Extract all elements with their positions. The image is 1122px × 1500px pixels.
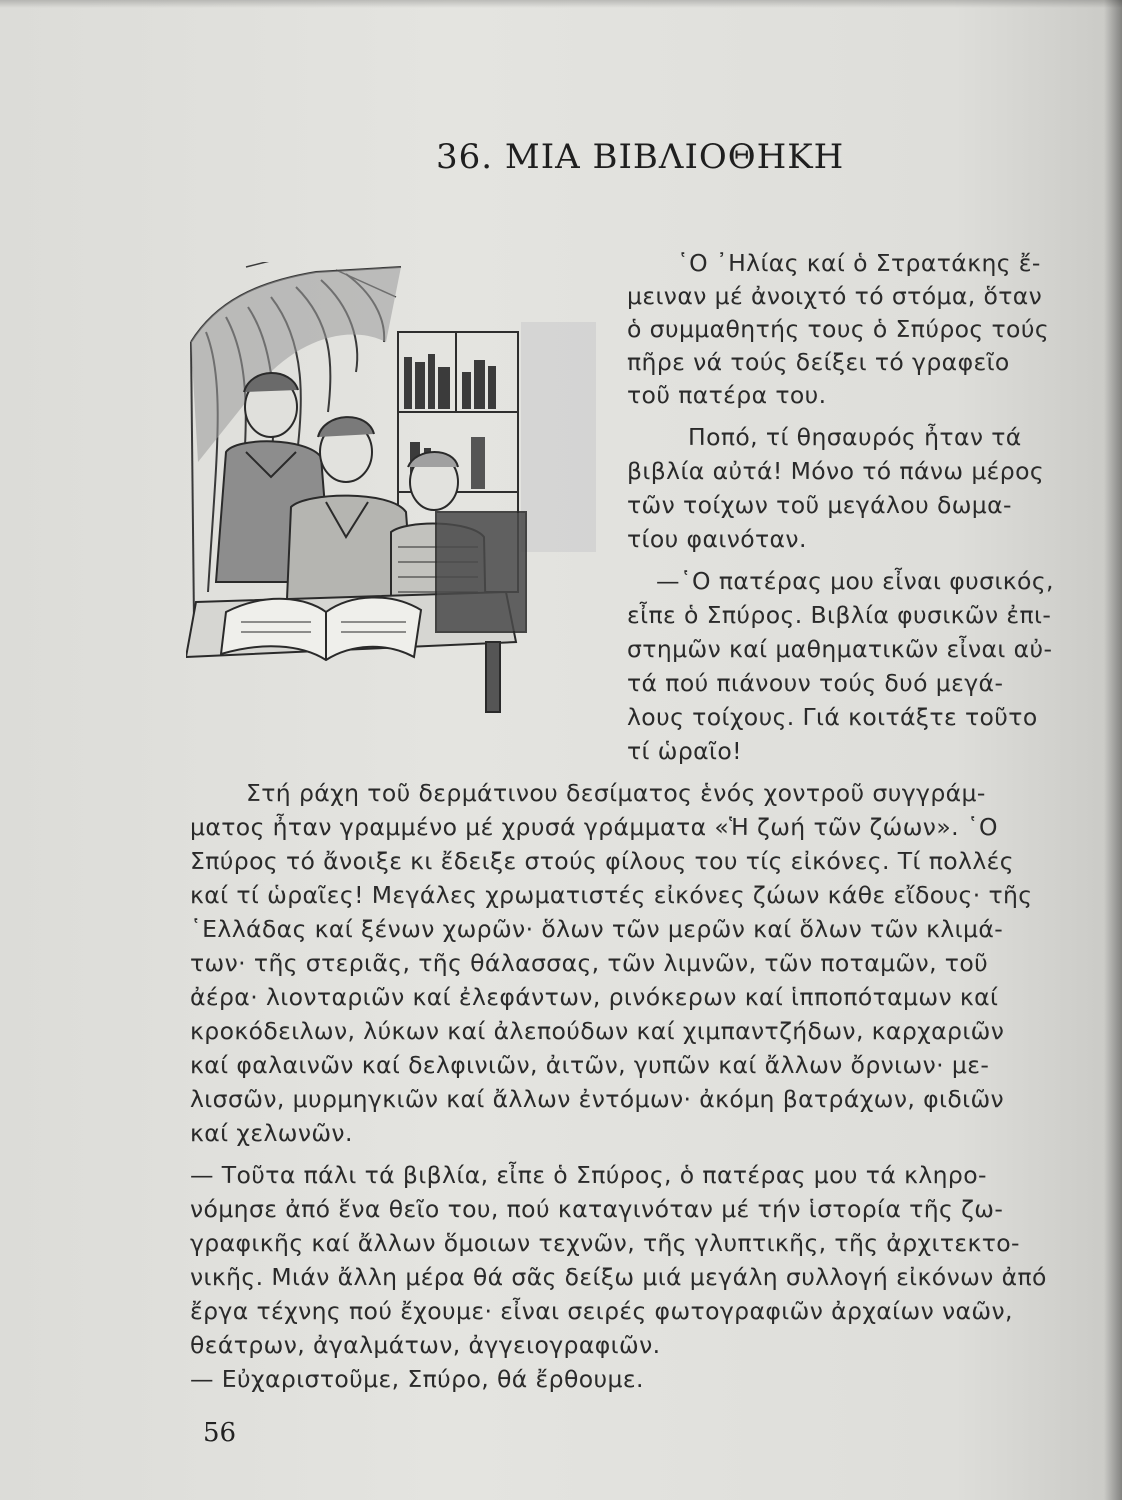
text-line: ἀέρα· λιονταριῶν καί ἐλεφάντων, ρινόκερων καί ἱπποπόταμων καί xyxy=(190,983,999,1011)
text-line: λους τοίχους. Γιά κοιτάξτε τοῦτο xyxy=(627,703,1038,731)
text-line: κροκόδειλων, λύκων καί ἀλεπούδων καί χιμπαντζήδων, καρχαριῶν xyxy=(190,1017,1005,1045)
text-line: ὁ συμμαθητής τους ὁ Σπύρος τούς xyxy=(627,315,1050,343)
text-line: καί χελωνῶν. xyxy=(190,1119,353,1147)
text-line: Ποπό, τί θησαυρός ἦταν τά xyxy=(688,423,1022,451)
text-line: —῾Ο πατέρας μου εἶναι φυσικός, xyxy=(656,567,1054,595)
text-line: καί τί ὡραῖες! Μεγάλες χρωματιστές εἰκόνες ζώων κάθε εἴδους· τῆς xyxy=(190,881,1033,909)
text-line: ῾Ο ᾿Ηλίας καί ὁ Στρατάκης ἔ- xyxy=(677,249,1041,277)
text-line: Σπύρος τό ἄνοιξε κι ἔδειξε στούς φίλους του τίς εἰκόνες. Τί πολλές xyxy=(190,847,1014,875)
text-line: — Τοῦτα πάλι τά βιβλία, εἶπε ὁ Σπύρος, ὁ πατέρας μου τά κληρο- xyxy=(190,1161,987,1189)
window-light xyxy=(521,322,596,552)
book-spine-shadow xyxy=(1104,0,1122,1500)
text-line: πῆρε νά τούς δείξει τό γραφεῖο xyxy=(627,348,1010,376)
text-line: τῶν τοίχων τοῦ μεγάλου δωμα- xyxy=(627,491,1012,519)
text-line: ἔργα τέχνης πού ἔχουμε· εἶναι σειρές φωτογραφιῶν ἀρχαίων ναῶν, xyxy=(190,1297,1013,1325)
text-line: ῾Ελλάδας καί ξένων χωρῶν· ὅλων τῶν μερῶν καί ὅλων τῶν κλιμά- xyxy=(190,915,1004,943)
text-line: μειναν μέ ἀνοιχτό τό στόμα, ὅταν xyxy=(627,282,1043,310)
text-line: νικῆς. Μιάν ἄλλη μέρα θά σᾶς δείξω μιά μεγάλη συλλογή εἰκόνων ἀπό xyxy=(190,1263,1047,1291)
text-line: Στή ράχη τοῦ δερμάτινου δεσίματος ἑνός χοντροῦ συγγράμ- xyxy=(246,779,986,807)
page-top-edge xyxy=(0,0,1122,8)
text-line: βιβλία αὐτά! Μόνο τό πάνω μέρος xyxy=(627,457,1045,485)
text-line: εἶπε ὁ Σπύρος. Βιβλία φυσικῶν ἐπι- xyxy=(627,601,1052,629)
text-line: στημῶν καί μαθηματικῶν εἶναι αὐ- xyxy=(627,635,1053,663)
text-line: τί ὡραῖο! xyxy=(627,737,743,765)
text-line: των· τῆς στεριᾶς, τῆς θάλασσας, τῶν λιμνῶν, τῶν ποταμῶν, τοῦ xyxy=(190,949,989,977)
page-number: 56 xyxy=(203,1418,237,1448)
chapter-title: 36. ΜΙΑ ΒΙΒΛΙΟΘΗΚΗ xyxy=(436,137,845,177)
text-line: λισσῶν, μυρμηγκιῶν καί ἄλλων ἐντόμων· ἀκόμη βατράχων, φιδιῶν xyxy=(190,1085,1005,1113)
text-line: καί φαλαινῶν καί δελφινιῶν, ἀιτῶν, γυπῶν καί ἄλλων ὄρνιων· με- xyxy=(190,1051,990,1079)
illustration xyxy=(186,262,600,716)
text-line: τίου φαινόταν. xyxy=(627,525,807,553)
text-line: — Εὐχαριστοῦμε, Σπύρο, θά ἔρθουμε. xyxy=(190,1365,644,1393)
text-line: θεάτρων, ἀγαλμάτων, ἀγγειογραφιῶν. xyxy=(190,1331,661,1359)
text-line: τά πού πιάνουν τούς δυό μεγά- xyxy=(627,669,1004,697)
text-line: τοῦ πατέρα του. xyxy=(627,381,827,409)
text-line: ματος ἦταν γραμμένο μέ χρυσά γράμματα «Ἡ ζωή τῶν ζώων». ῾Ο xyxy=(190,813,998,841)
text-line: γραφικῆς καί ἄλλων ὅμοιων τεχνῶν, τῆς γλυπτικῆς, τῆς ἀρχιτεκτο- xyxy=(190,1229,1020,1257)
text-line: νόμησε ἀπό ἕνα θεῖο του, πού καταγινόταν μέ τήν ἱστορία τῆς ζω- xyxy=(190,1195,1004,1223)
